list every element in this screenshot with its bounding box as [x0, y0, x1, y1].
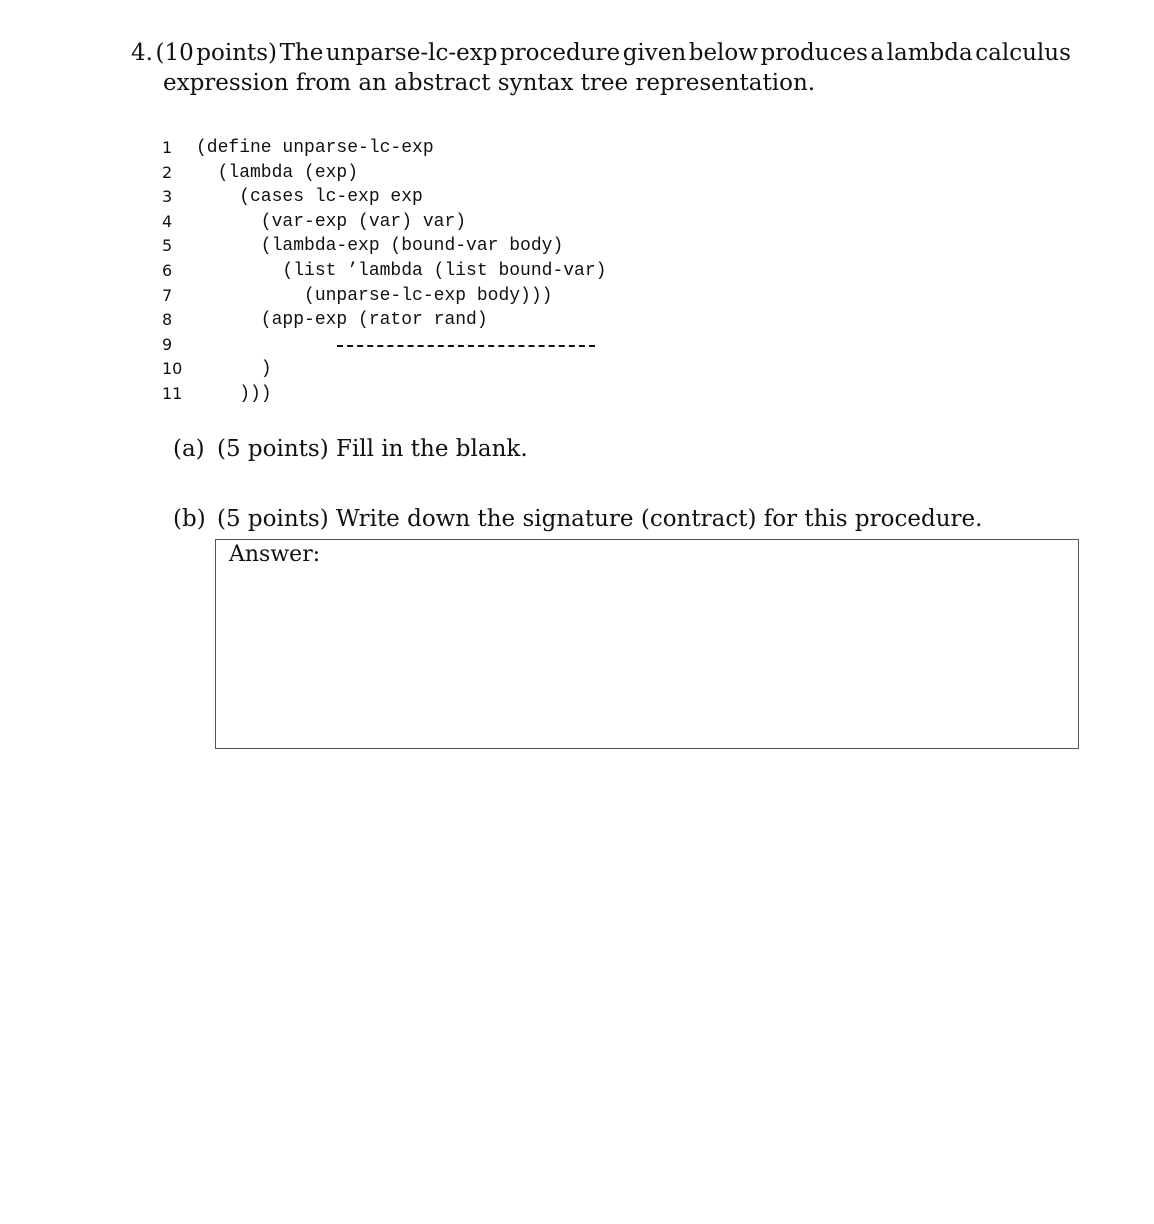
question-word: points): [196, 40, 278, 66]
question-word: procedure: [499, 40, 621, 66]
part-a-marker: (a): [173, 436, 205, 462]
line-number: 4: [162, 211, 173, 231]
line-number: 2: [162, 162, 173, 182]
answer-box[interactable]: [215, 539, 1079, 749]
code-line: [160, 234, 660, 259]
question-number: 4.: [131, 40, 153, 66]
question-word: given: [622, 40, 687, 66]
question-word: (10: [155, 40, 194, 66]
code-text: (var-exp (var) var): [196, 211, 467, 232]
part-b-marker: (b): [173, 506, 206, 532]
answer-label: Answer:: [229, 542, 321, 567]
code-line: [160, 308, 660, 333]
question-4: [131, 38, 1071, 98]
part-a-text: (5 points) Fill in the blank.: [217, 436, 528, 462]
code-line: [160, 382, 660, 407]
question-word: The: [279, 40, 324, 66]
question-word: a: [870, 40, 885, 66]
code-text: (lambda-exp (bound-var body): [196, 236, 564, 257]
code-line: [160, 136, 660, 161]
line-number: 11: [162, 383, 183, 403]
fill-in-blank: [337, 345, 595, 347]
code-text: (lambda (exp): [196, 162, 359, 183]
code-text: (list ’lambda (list bound-var): [196, 260, 607, 281]
question-word: lambda: [886, 40, 973, 66]
code-text: ): [196, 359, 272, 380]
part-b: [173, 504, 982, 534]
question-word: unparse-lc-exp: [325, 40, 498, 66]
code-listing: [160, 136, 660, 407]
code-text: (unparse-lc-exp body))): [196, 285, 553, 306]
question-text-line-1: [131, 38, 1071, 68]
code-line: [160, 185, 660, 210]
code-line: [160, 259, 660, 284]
line-number: 10: [162, 359, 183, 379]
code-text: (define unparse-lc-exp: [196, 138, 434, 158]
code-text: (cases lc-exp exp: [196, 187, 423, 208]
code-line-blank: [160, 333, 660, 358]
code-line: [160, 210, 660, 235]
question-word: produces: [760, 40, 868, 66]
line-number: 6: [162, 260, 173, 280]
code-line: [160, 161, 660, 186]
code-line: [160, 357, 660, 382]
line-number: 9: [162, 334, 173, 354]
code-text: ))): [196, 383, 272, 404]
line-number: 3: [162, 187, 173, 207]
question-word: below: [688, 40, 758, 66]
line-number: 5: [162, 236, 173, 256]
code-text: (app-exp (rator rand): [196, 310, 488, 331]
line-number: 1: [162, 138, 173, 157]
line-number: 7: [162, 285, 173, 305]
question-word: calculus: [975, 40, 1071, 66]
part-b-text: (5 points) Write down the signature (contract) for this procedure.: [217, 506, 983, 532]
question-text-line-2: expression from an abstract syntax tree representation.: [163, 70, 816, 96]
line-number: 8: [162, 310, 173, 330]
part-a: [173, 434, 528, 464]
code-line: [160, 284, 660, 309]
